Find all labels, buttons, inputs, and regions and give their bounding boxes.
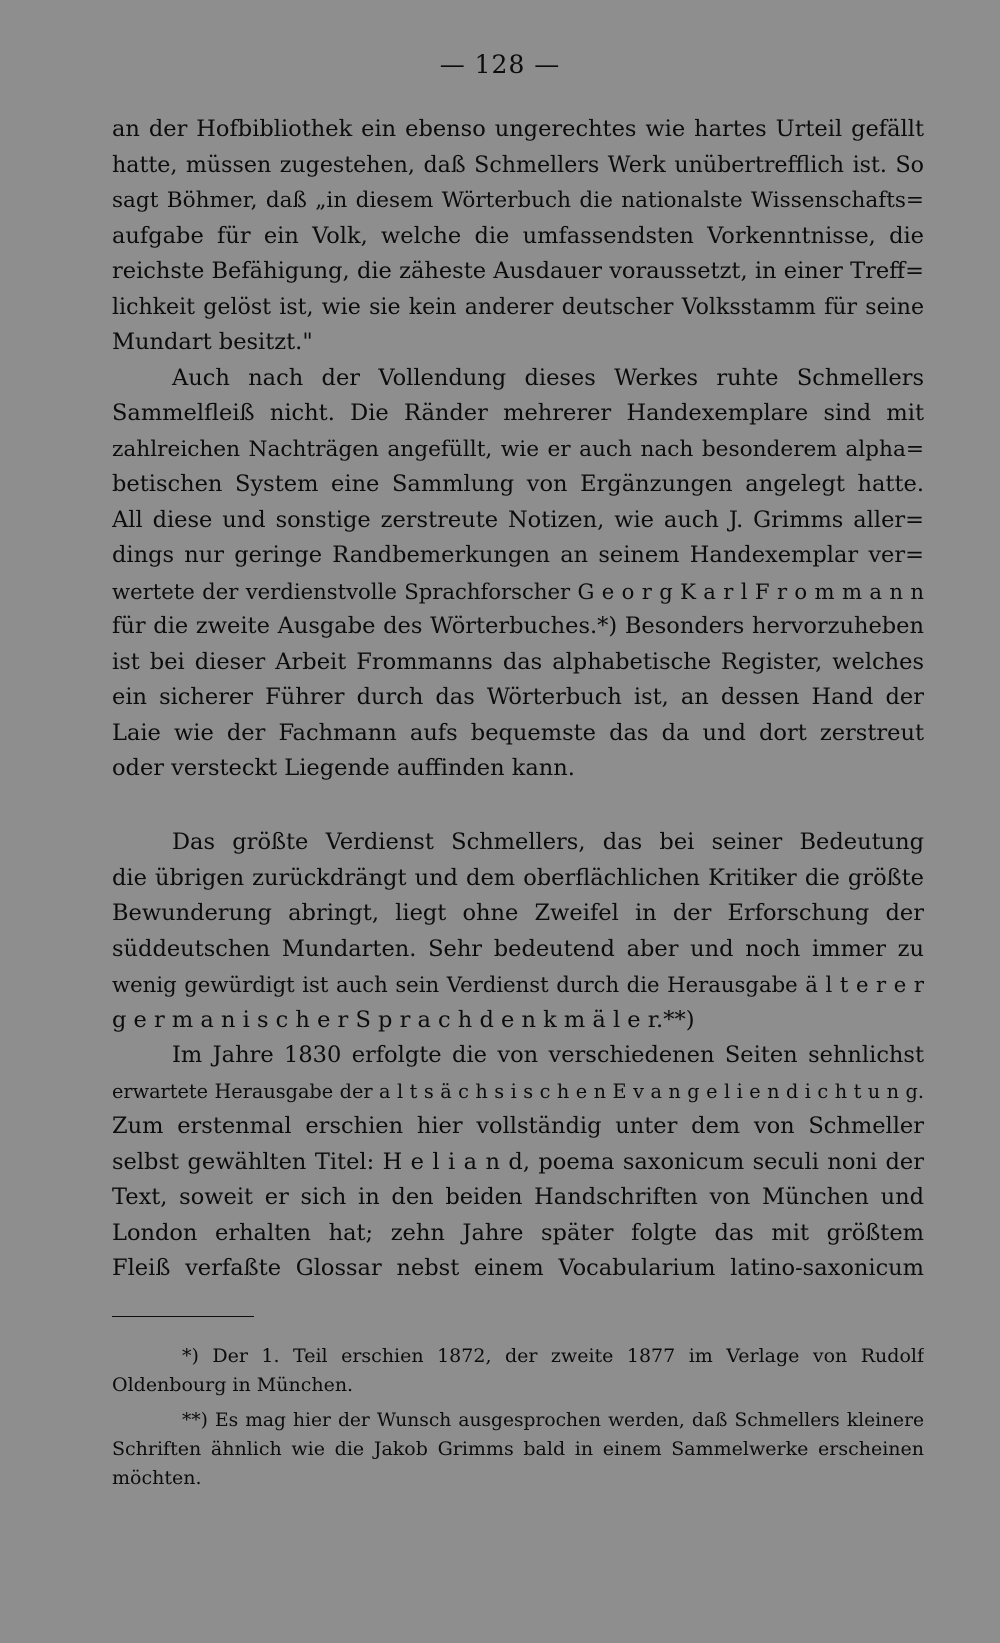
footnote-2: [112, 1406, 924, 1493]
text-line: ein sicherer Führer durch das Wörterbuch ist, an dessen Hand der: [112, 684, 924, 710]
page-number: — 128 —: [439, 50, 561, 79]
text-line: zahlreichen Nachträgen angefüllt, wie er auch nach besonderem alpha=: [112, 436, 924, 462]
paragraph-4: [112, 1038, 924, 1287]
text-line: betischen System eine Sammlung von Ergänzungen angelegt hatte.: [112, 471, 924, 497]
text-line: reichste Befähigung, die zäheste Ausdauer voraussetzt, in einer Treff=: [112, 258, 924, 284]
text-line: Auch nach der Vollendung dieses Werkes ruhte Schmellers: [172, 364, 924, 391]
text-line: hatte, müssen zugestehen, daß Schmellers Werk unübertrefflich ist. So: [112, 151, 924, 178]
main-text-lower: [112, 825, 924, 1287]
text-line: lichkeit gelöst ist, wie sie kein anderer deutscher Volksstamm für seine: [112, 294, 924, 320]
text-line: wertete der verdienstvolle Sprachforscher G e o r g K a r l F r o m m a n n: [112, 578, 924, 604]
footnote-line: möchten.: [112, 1467, 202, 1489]
text-line: Sammelfleiß nicht. Die Ränder mehrerer Handexemplare sind mit: [112, 400, 924, 426]
text-line: Fleiß verfaßte Glossar nebst einem Vocabularium latino-saxonicum: [112, 1255, 924, 1281]
paragraph-3: [112, 825, 924, 1038]
text-line: selbst gewählten Titel: H e l i a n d, poema saxonicum seculi noni der: [112, 1148, 924, 1175]
text-line: London erhalten hat; zehn Jahre später folgte das mit größtem: [112, 1219, 924, 1246]
text-line: oder versteckt Liegende auffinden kann.: [112, 755, 575, 781]
text-line: g e r m a n i s c h e r S p r a c h d e n k m ä l e r.**): [112, 1006, 695, 1033]
text-line: erwartete Herausgabe der a l t s ä c h s i s c h e n E v a n g e l i e n d i c h t u n g.: [112, 1079, 924, 1103]
footnote-line: Schriften ähnlich wie die Jakob Grimms bald in einem Sammelwerke erscheinen: [112, 1438, 924, 1460]
footnote-divider: [112, 1316, 254, 1317]
text-line: an der Hofbibliothek ein ebenso ungerechtes wie hartes Urteil gefällt: [112, 116, 924, 142]
text-line: süddeutschen Mundarten. Sehr bedeutend aber und noch immer zu: [112, 935, 924, 962]
text-line: dings nur geringe Randbemerkungen an seinem Handexemplar ver=: [112, 542, 924, 568]
text-line: wenig gewürdigt ist auch sein Verdienst durch die Herausgabe ä l t e r e r: [112, 972, 924, 997]
text-line: Text, soweit er sich in den beiden Handschriften von München und: [112, 1184, 924, 1210]
text-line: ist bei dieser Arbeit Frommanns das alphabetische Register, welches: [112, 648, 924, 675]
text-line: Bewunderung abringt, liegt ohne Zweifel in der Erforschung der: [112, 900, 924, 926]
text-line: die übrigen zurückdrängt und dem oberflächlichen Kritiker die größte: [112, 864, 924, 891]
text-line: Laie wie der Fachmann aufs bequemste das da und dort zerstreut: [112, 719, 924, 746]
text-line: All diese und sonstige zerstreute Notizen, wie auch J. Grimms aller=: [112, 506, 924, 533]
footnote-line: Oldenbourg in München.: [112, 1374, 354, 1396]
footnote-line: **) Es mag hier der Wunsch ausgesprochen werden, daß Schmellers kleinere: [182, 1410, 924, 1431]
text-line: Im Jahre 1830 erfolgte die von verschiedenen Seiten sehnlichst: [172, 1042, 924, 1068]
footnote-line: *) Der 1. Teil erschien 1872, der zweite 1877 im Verlage von Rudolf: [182, 1345, 924, 1367]
footnote-1: [112, 1342, 924, 1400]
text-line: für die zweite Ausgabe des Wörterbuches.*) Besonders hervorzuheben: [112, 613, 924, 639]
text-line: Zum erstenmal erschien hier vollständig unter dem von Schmeller: [112, 1113, 924, 1139]
text-line: aufgabe für ein Volk, welche die umfassendsten Vorkenntnisse, die: [112, 222, 924, 249]
text-line: Mundart besitzt.": [112, 329, 313, 355]
text-line: sagt Böhmer, daß „in diesem Wörterbuch die nationalste Wissenschafts=: [112, 188, 924, 213]
main-text-upper: [112, 112, 924, 787]
footnotes: [112, 1342, 924, 1493]
paragraph-2: [112, 361, 924, 787]
paragraph-1: [112, 112, 924, 361]
text-line: Das größte Verdienst Schmellers, das bei seiner Bedeutung: [172, 829, 924, 855]
